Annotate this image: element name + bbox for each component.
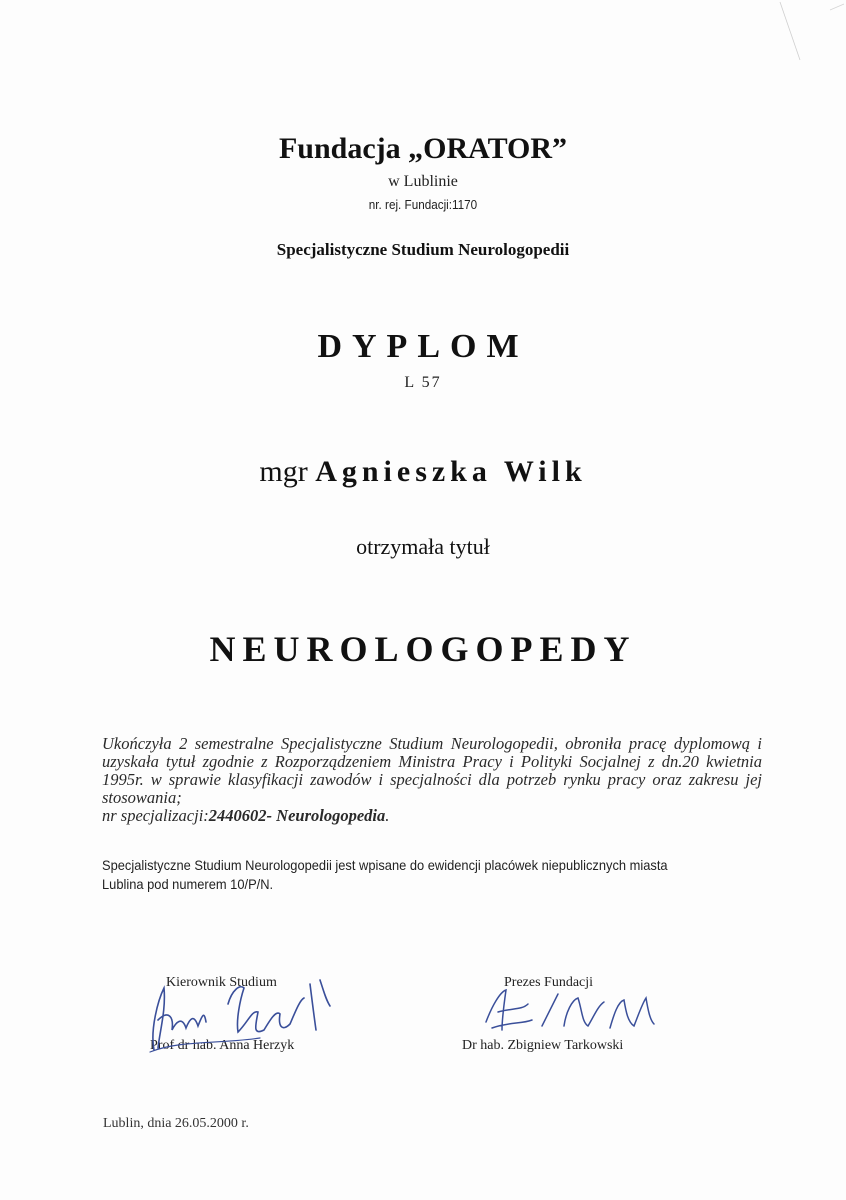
organization-name: Fundacja „ORATOR” xyxy=(278,132,568,165)
study-name: Specjalistyczne Studium Neurologopedii xyxy=(276,240,570,259)
signature-person-right: Dr hab. Zbigniew Tarkowski xyxy=(462,1038,624,1053)
recipient-title: mgr xyxy=(259,455,308,488)
register-statement: Specjalistyczne Studium Neurologopedii jest wpisane do ewidencji placówek niepublicznych miasta Lublina pod numerem 10/P/N. xyxy=(102,857,668,892)
specialization-line xyxy=(102,807,762,825)
signature-role-right: Prezes Fundacji xyxy=(504,975,594,990)
handwritten-signature-right xyxy=(478,982,658,1042)
received-title-text: otrzymała tytuł xyxy=(356,534,490,559)
specialization-prefix: nr specjalizacji: xyxy=(102,806,209,825)
recipient-name: Agnieszka Wilk xyxy=(315,455,587,488)
specialization-code: 2440602- Neurologopedia xyxy=(208,806,386,825)
completion-text: Ukończyła 2 semestralne Specjalistyczne Studium Neurologopedii, obroniła pracę dyplomową i uzyskała tytuł zgodnie z Rozporządzeniem Ministra Pracy i Polityki Socjalnej z dn.20 kwietnia 1995r. w sprawie klasyfikacji zawodów i specjalności dla potrzeb rynku pracy oraz zakresu jej stosowania; xyxy=(102,734,762,807)
completion-statement xyxy=(102,735,762,825)
organization-city: w Lublinie xyxy=(388,173,458,190)
recipient xyxy=(0,455,846,489)
degree-title: NEUROLOGOPEDY xyxy=(209,629,637,669)
signature-role-left: Kierownik Studium xyxy=(166,975,277,990)
scan-edge-marks xyxy=(760,0,846,90)
registration-number: nr. rej. Fundacji:1170 xyxy=(368,197,478,212)
signature-person-left: Prof dr hab. Anna Herzyk xyxy=(150,1038,295,1053)
specialization-suffix: . xyxy=(385,806,390,825)
diploma-number: L 57 xyxy=(404,374,442,391)
place-and-date: Lublin, dnia 26.05.2000 r. xyxy=(103,1116,249,1131)
diploma-title: DYPLOM xyxy=(317,328,529,365)
